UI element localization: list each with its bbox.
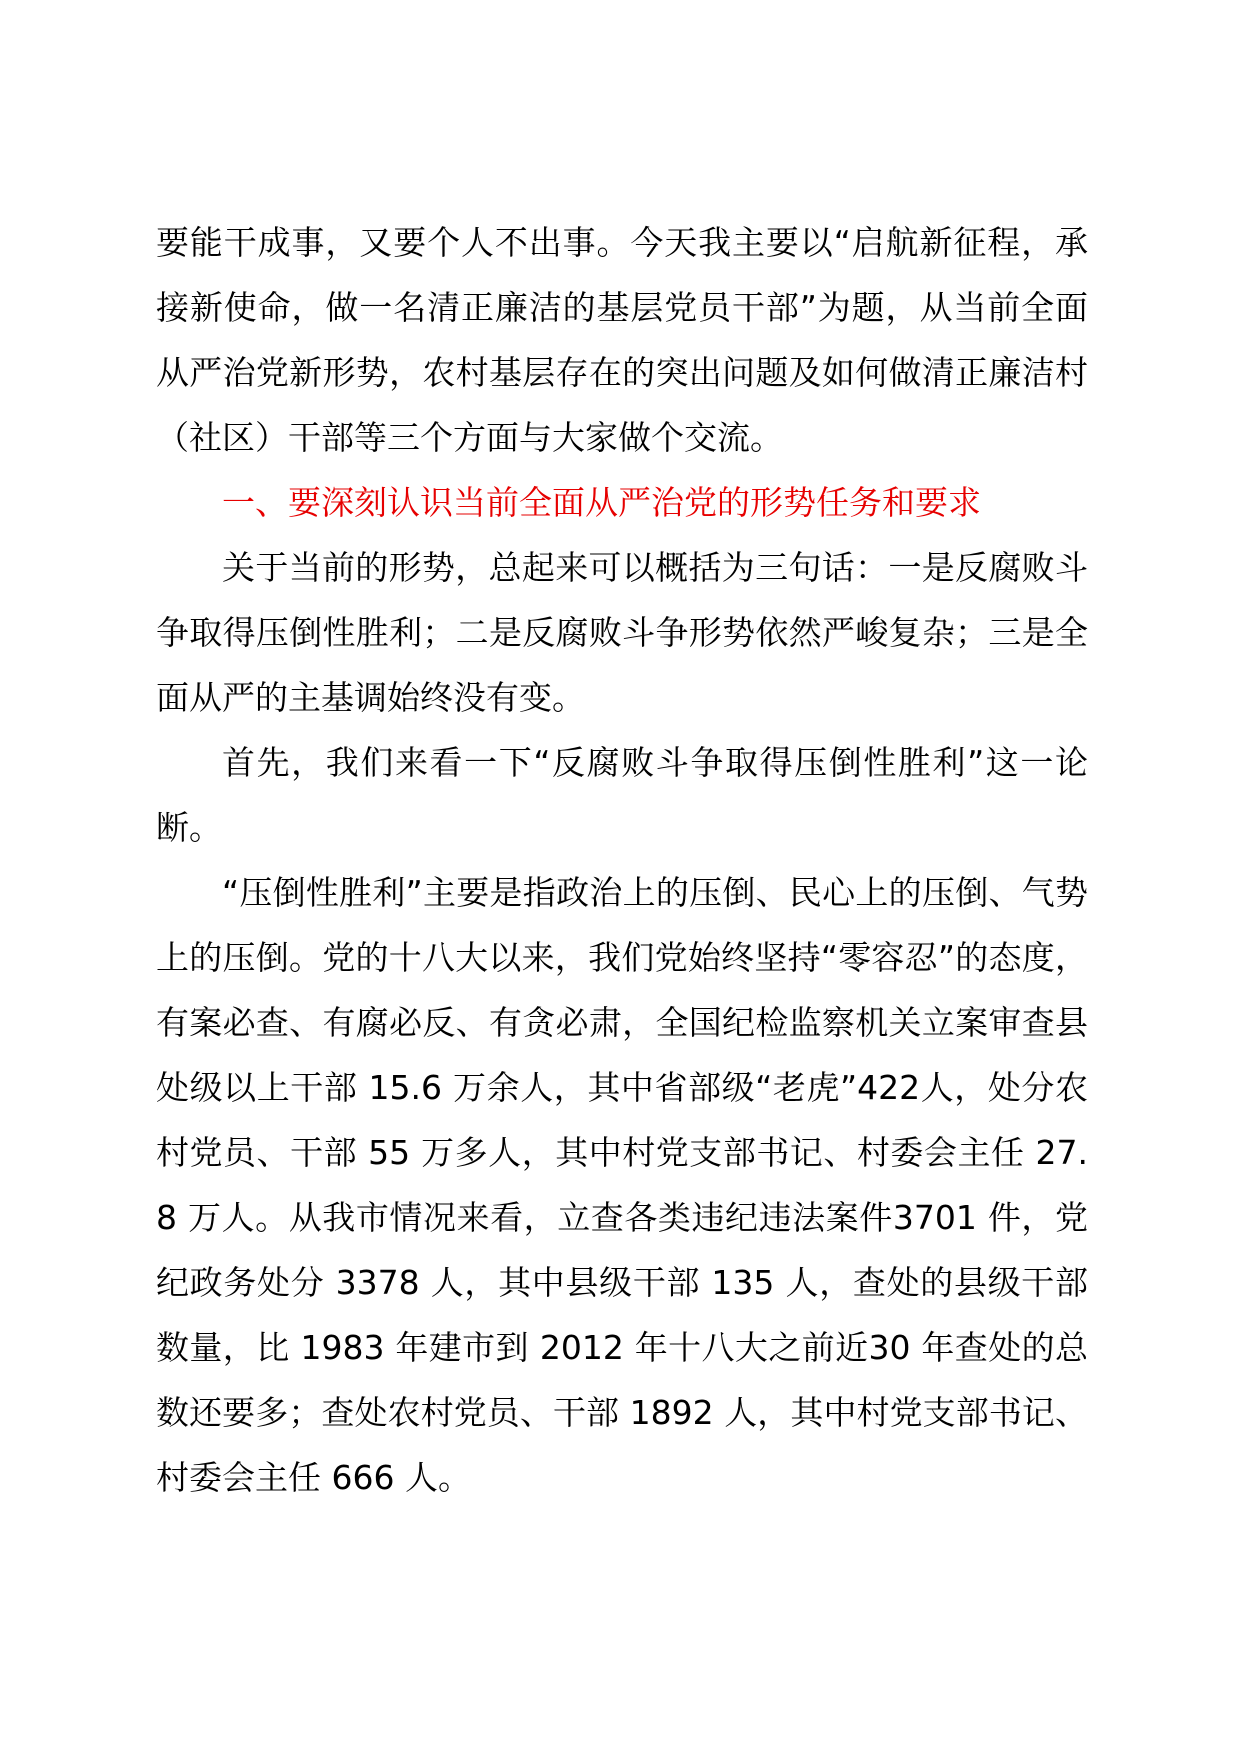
paragraph-first-point: 首先，我们来看一下“反腐败斗争取得压倒性胜利”这一论断。: [156, 743, 1088, 847]
paragraph-intro-continuation: 要能干成事，又要个人不出事。今天我主要以“启航新征程，承接新使命，做一名清正廉洁的基层党员干部”为题，从当前全面从严治党新形势，农村基层存在的突出问题及如何做清正廉洁村（社区）干部等三个方面与大家做个交流。: [156, 223, 1088, 457]
section-heading: 一、要深刻认识当前全面从严治党的形势任务和要求: [222, 483, 981, 522]
paragraph-situation-summary: 关于当前的形势，总起来可以概括为三句话：一是反腐败斗争取得压倒性胜利；二是反腐败斗争形势依然严峻复杂；三是全面从严的主基调始终没有变。: [156, 548, 1088, 717]
paragraph-statistics: “压倒性胜利”主要是指政治上的压倒、民心上的压倒、气势上的压倒。党的十八大以来，我们党始终坚持“零容忍”的态度，有案必查、有腐必反、有贪必肃，全国纪检监察机关立案审查县处级以上干部 15.6 万余人，其中省部级“老虎”422人，处分农村党员、干部 55 万多人，其中村党支部书记、村委会主任 27.8 万人。从我市情况来看，立查各类违纪违法案件3701 件，党纪政务处分 3378 人，其中县级干部 135 人，查处的县级干部数量，比 1983 年建市到 2012 年十八大之前近30 年查处的总数还要多；查处农村党员、干部 1892 人，其中村党支部书记、村委会主任 666 人。: [156, 873, 1088, 1497]
document-body: [156, 210, 1088, 1510]
